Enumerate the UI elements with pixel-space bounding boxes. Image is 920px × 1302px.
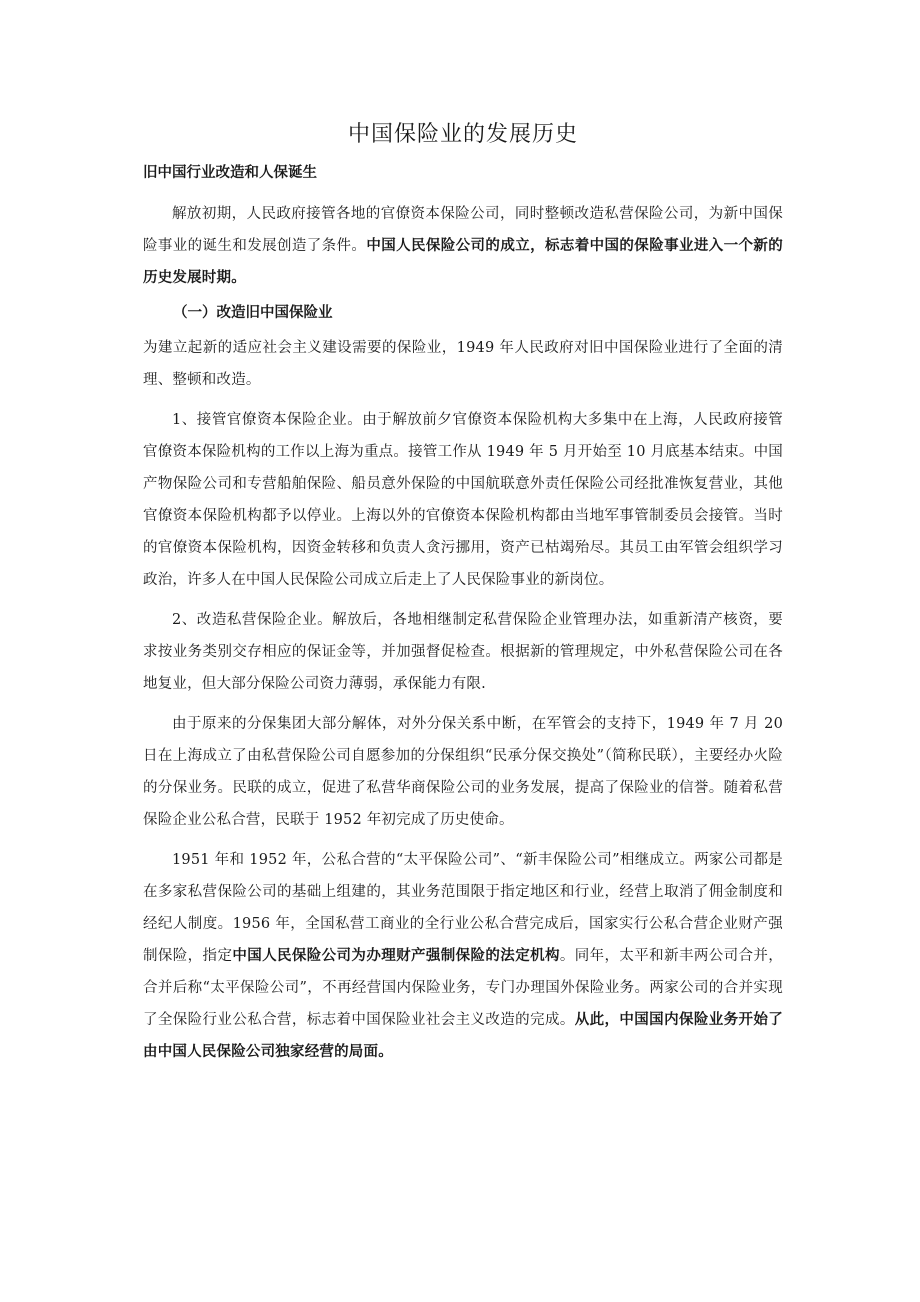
minlian-paragraph: 由于原来的分保集团大部分解体，对外分保关系中断，在军管会的支持下，1949 年 7 月 20 日在上海成立了由私营保险公司自愿参加的分保组织“民承分保交换处”（简称民联），主要经办火险的分保业务。民联的成立，促进了私营华商保险公司的业务发展，提高了保险业的信誉。随着私营保险企业公私合营，民联于 1952 年初完成了历史使命。	[143, 716, 783, 828]
overview-paragraph: 为建立起新的适应社会主义建设需要的保险业，1949 年人民政府对旧中国保险业进行了全面的清理、整顿和改造。	[143, 340, 783, 388]
merge-text-1: 1951 年和 1952 年，公私合营的“太平保险公司”、“新丰保险公司”相继成立。两家公司都是在多家私营保险公司的基础上组建的，其业务范围限于指定地区和行业，经营上取消了佣金制度和经纪人制度。1956 年，全国私营工商业的全行业公私合营完成后，国家实行公私合营企业财产强制保险，指定	[143, 852, 783, 964]
intro-paragraph	[143, 198, 783, 294]
document-page	[143, 118, 783, 1076]
merge-bold-1: 中国人民保险公司为办理财产强制保险的法定机构	[232, 948, 560, 964]
item2-paragraph: 2、改造私营保险企业。解放后，各地相继制定私营保险企业管理办法，如重新清产核资，要求按业务类别交存相应的保证金等，并加强督促检查。根据新的管理规定，中外私营保险公司在各地复业，但大部分保险公司资力薄弱，承保能力有限.	[143, 612, 783, 692]
item1-paragraph: 1、接管官僚资本保险企业。由于解放前夕官僚资本保险机构大多集中在上海，人民政府接管官僚资本保险机构的工作以上海为重点。接管工作从 1949 年 5 月开始至 10 月底基本结束。中国产物保险公司和专营船舶保险、船员意外保险的中国航联意外责任保险公司经批准恢复营业，其他官僚资本保险机构都予以停业。上海以外的官僚资本保险机构都由当地军事管制委员会接管。当时的官僚资本保险机构，因资金转移和负责人贪污挪用，资产已枯竭殆尽。其员工由军管会组织学习政治，许多人在中国人民保险公司成立后走上了人民保险事业的新岗位。	[143, 412, 783, 588]
merge-bold-2: 从此，中国国内保险业务开始了由中国人民保险公司独家经营的局面。	[143, 1012, 783, 1060]
intro-bold-text: 中国人民保险公司的成立，标志着中国的保险事业进入一个新的历史发展时期。	[143, 238, 783, 286]
document-title: 中国保险业的发展历史	[347, 122, 578, 147]
merge-paragraph	[143, 844, 783, 1068]
intro-text: 解放初期，人民政府接管各地的官僚资本保险公司，同时整顿改造私营保险公司，为新中国保险事业的诞生和发展创造了条件。	[143, 206, 783, 254]
subheading-reform: （一）改造旧中国保险业	[173, 305, 333, 321]
section-heading: 旧中国行业改造和人保诞生	[143, 165, 317, 181]
merge-text-2: 。同年，太平和新丰两公司合并，合并后称“太平保险公司”，不再经营国内保险业务，专门办理国外保险业务。两家公司的合并实现了全保险行业公私合营，标志着中国保险业社会主义改造的完成。	[143, 948, 783, 1028]
